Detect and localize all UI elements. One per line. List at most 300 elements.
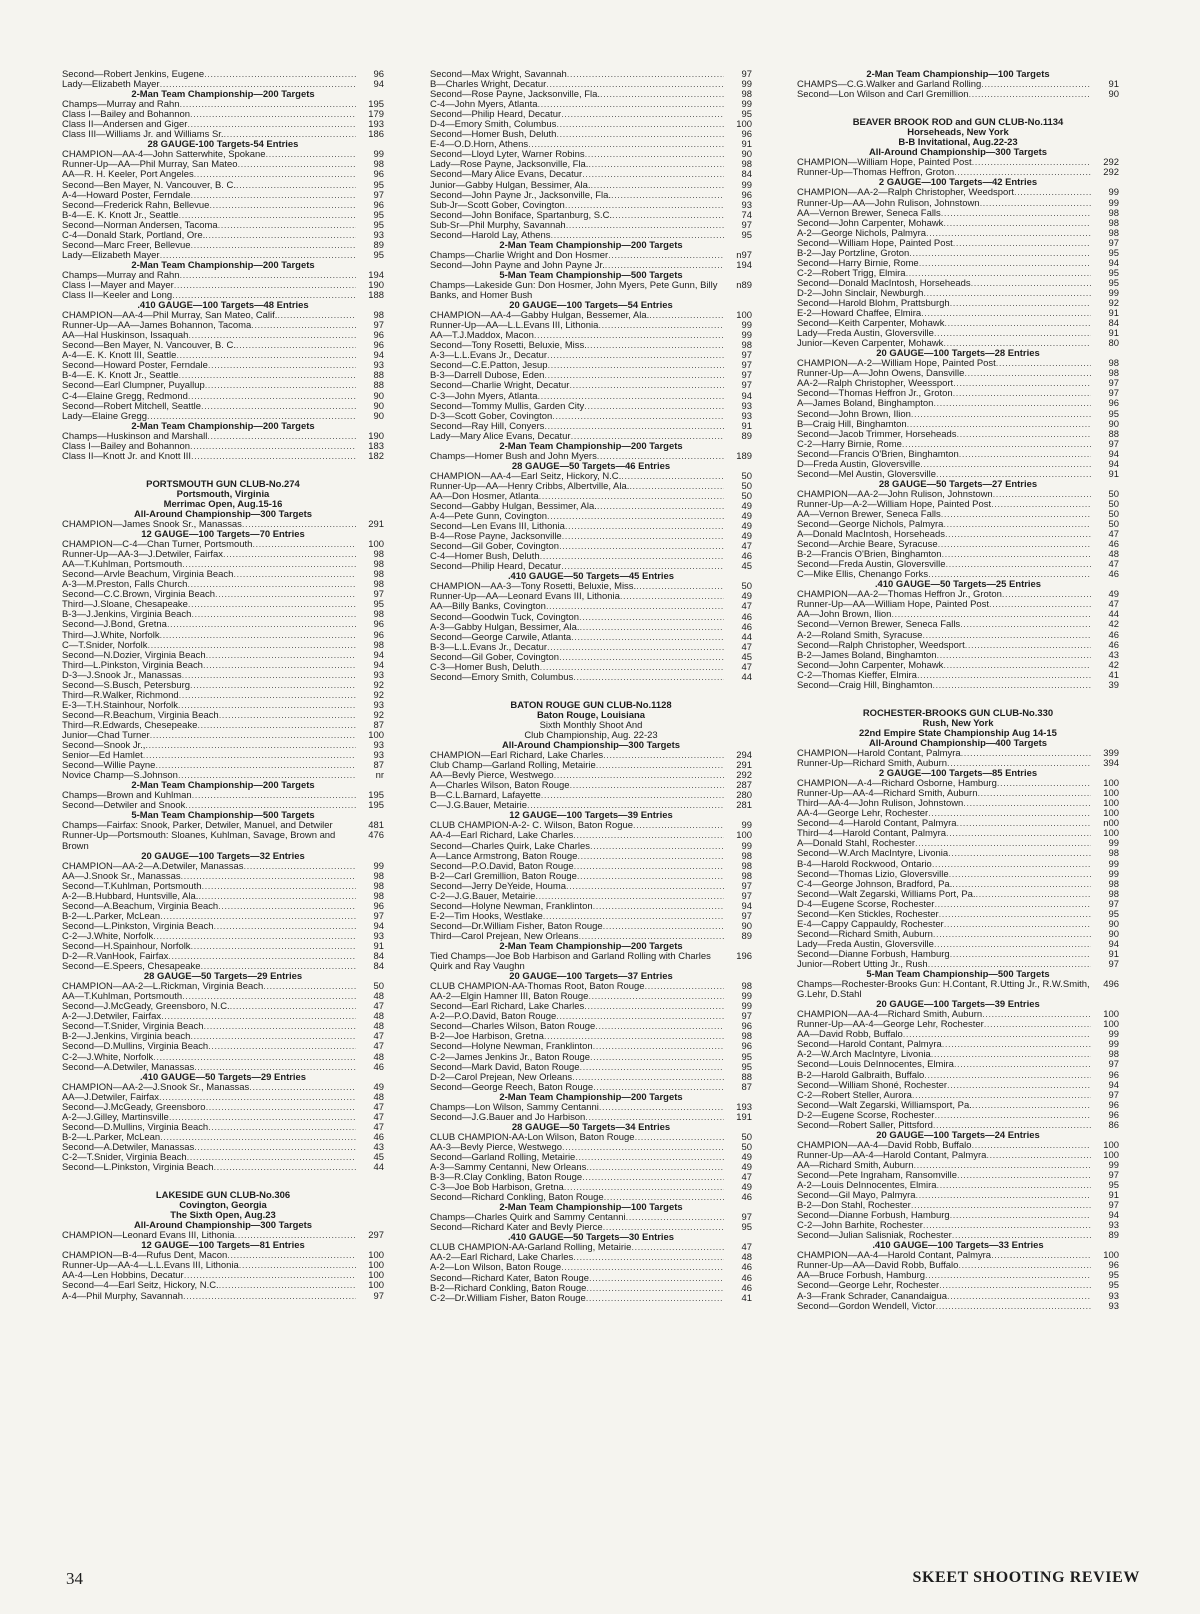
result-entry: A—Donald Stahl, Rochester: [797, 839, 916, 850]
score-value: 98: [373, 311, 384, 322]
result-row: [797, 631, 1119, 641]
dot-leader: [573, 831, 724, 841]
result-row: [797, 299, 1119, 309]
result-entry: Second—Francis O'Brien, Binghamton: [797, 449, 959, 460]
score-value: 97: [741, 70, 752, 80]
score-value: 49: [373, 1082, 384, 1093]
result-entry: B-4—E. K. Knott Jr., Seattle: [62, 210, 179, 221]
score-value: 97: [1108, 389, 1119, 400]
result-row: [62, 110, 384, 120]
score-value: 292: [736, 771, 752, 782]
result-row: [430, 482, 752, 492]
score-value: 292: [1103, 158, 1119, 169]
dot-leader: [540, 663, 724, 673]
result-entry: Second—Charles Quirk, Lake Charles: [430, 841, 590, 852]
dot-leader: [239, 1261, 356, 1271]
result-entry: CLUB CHAMPION-AA-Thomas Root, Baton Rouge: [430, 982, 645, 993]
result-row: [62, 560, 384, 570]
dot-leader: [582, 1173, 724, 1183]
result-row: [62, 731, 384, 741]
dot-leader: [582, 170, 724, 180]
result-entry: Second—P.O.David, Baton Rouge: [430, 861, 574, 872]
score-value: 90: [1108, 419, 1119, 430]
score-value: 96: [741, 1022, 752, 1033]
result-row: [62, 620, 384, 630]
score-value: 91: [741, 421, 752, 432]
dot-leader: [933, 930, 1091, 940]
dot-leader: [585, 150, 724, 160]
dot-leader: [187, 1153, 356, 1163]
event-heading: .410 GAUGE—50 Targets—45 Entries: [507, 571, 675, 583]
score-value: 194: [368, 270, 384, 281]
result-entry: Second—George Nichols, Palmyra: [797, 520, 944, 531]
result-row: [797, 1071, 1119, 1081]
score-value: 91: [1108, 469, 1119, 480]
event-heading: 12 GAUGE—100 Targets—70 Entries: [141, 529, 305, 541]
score-value: 98: [741, 1032, 752, 1043]
dot-leader: [911, 410, 1091, 420]
score-value: 280: [736, 791, 752, 802]
result-entry: E-2—Tim Hooks, Westlake: [430, 911, 543, 922]
score-value: 100: [1103, 1020, 1119, 1031]
score-value: 93: [1108, 1301, 1119, 1312]
dot-leader: [941, 510, 1091, 520]
result-row: [62, 100, 384, 110]
result-entry: Third—AA-4—John Rulison, Johnstown: [797, 799, 964, 810]
result-row: [62, 1261, 384, 1271]
dot-leader: [160, 912, 356, 922]
result-entry: A-2—Lon Wilson, Baton Rouge: [430, 1263, 562, 1274]
result-entry: Sub-Jr—Scott Gober, Covington: [430, 200, 565, 211]
result-entry: CHAMPION—Leonard Evans III, Lithonia: [62, 1231, 235, 1242]
result-entry: A—Donald MacIntosh, Horseheads: [797, 530, 945, 541]
dot-leader: [911, 1201, 1091, 1211]
dot-leader: [180, 271, 357, 281]
score-value: 88: [373, 371, 384, 382]
event-heading: .410 GAUGE—50 Targets—25 Entries: [874, 579, 1042, 591]
result-entry: Runner-Up—AA-4—George Lehr, Rochester: [797, 1020, 984, 1031]
result-row: [797, 600, 1119, 610]
score-value: 44: [741, 672, 752, 683]
result-entry: AA—Billy Banks, Covington: [430, 602, 546, 613]
dot-leader: [178, 211, 356, 221]
result-entry: Second—Gordon Wendell, Victor: [797, 1301, 936, 1312]
score-value: 50: [741, 481, 752, 492]
result-entry: Third—4—Harold Contant, Palmyra: [797, 829, 946, 840]
result-entry: Second—Harold Contant, Palmyra: [797, 1040, 942, 1051]
score-value: 97: [373, 590, 384, 601]
dot-leader: [566, 882, 724, 892]
score-value: 47: [373, 1122, 384, 1133]
score-value: 98: [741, 851, 752, 862]
result-entry: B-3—L.L.Evans Jr., Decatur: [430, 642, 547, 653]
result-row: [797, 1101, 1119, 1111]
score-value: 91: [741, 140, 752, 151]
dot-leader: [1014, 188, 1091, 198]
score-value: 49: [741, 1163, 752, 1174]
result-entry: CHAMPION—AA-4—David Robb, Buffalo: [797, 1140, 972, 1151]
score-value: nr: [375, 771, 384, 782]
result-entry: CLUB CHAMPION-A-2- C. Wilson, Baton Rogue: [430, 821, 633, 832]
score-value: 96: [1108, 1070, 1119, 1081]
result-row: [797, 870, 1119, 880]
score-value: 47: [1108, 600, 1119, 611]
dot-leader: [201, 402, 356, 412]
dot-leader: [153, 1053, 356, 1063]
result-row: [797, 279, 1119, 289]
score-value: 94: [1108, 258, 1119, 269]
score-value: 95: [741, 110, 752, 121]
dot-leader: [213, 1163, 356, 1173]
result-row: [62, 231, 384, 241]
score-value: 50: [741, 1132, 752, 1143]
event-heading: 2-Man Team Championship—200 Targets: [499, 1091, 683, 1103]
score-value: 84: [373, 952, 384, 963]
dot-leader: [906, 269, 1091, 279]
result-entry: A-2—J.Gilley, Martinsville: [62, 1112, 169, 1123]
result-entry: A-2—P.O.David, Baton Rouge: [430, 1012, 557, 1023]
score-value: 92: [373, 690, 384, 701]
result-row: [797, 839, 1119, 849]
result-entry: Runner-Up—Thomas Heffron, Groton: [797, 168, 955, 179]
score-value: 93: [373, 230, 384, 241]
result-entry: Second—Thomas Lizio, Gloversville: [797, 869, 949, 880]
score-value: 96: [373, 70, 384, 80]
result-entry: Second—Freda Austin, Gloversville: [797, 560, 946, 571]
dot-leader: [556, 120, 724, 130]
result-row: [430, 311, 752, 321]
score-value: 94: [373, 921, 384, 932]
dot-leader: [586, 1284, 724, 1294]
score-value: 86: [1108, 1120, 1119, 1131]
dot-leader: [629, 482, 724, 492]
result-row: [62, 711, 384, 721]
score-value: 49: [741, 592, 752, 603]
result-row: [430, 882, 752, 892]
dot-leader: [233, 570, 356, 580]
score-value: 48: [373, 1052, 384, 1063]
result-entry: Second—4—Harold Contant, Palmyra: [797, 819, 957, 830]
result-entry: A-4—Phil Murphy, Savannah: [62, 1291, 183, 1302]
result-entry: Champs—Homer Bush and John Myers: [430, 451, 597, 462]
result-row: [797, 520, 1119, 530]
dot-leader: [584, 402, 724, 412]
dot-leader: [909, 249, 1091, 259]
result-row: [797, 799, 1119, 809]
result-entry: Class II—Keeler and Long: [62, 291, 173, 302]
score-value: 49: [741, 1183, 752, 1194]
score-value: 46: [373, 1132, 384, 1143]
score-value: 100: [368, 1271, 384, 1282]
dot-leader: [180, 100, 357, 110]
result-row: [62, 442, 384, 452]
dot-leader: [573, 673, 724, 683]
result-entry: B-2—Don Stahl, Rochester: [797, 1201, 911, 1212]
dot-leader: [548, 361, 724, 371]
score-value: 99: [741, 331, 752, 342]
score-value: 98: [373, 891, 384, 902]
dot-leader: [569, 381, 724, 391]
score-value: 92: [373, 680, 384, 691]
result-row: [62, 1163, 384, 1173]
club-subheading: Sixth Monthly Shoot And: [539, 719, 643, 731]
result-row: [797, 1271, 1119, 1281]
dot-leader: [238, 160, 356, 170]
dot-leader: [946, 829, 1091, 839]
dot-leader: [596, 761, 724, 771]
dot-leader: [227, 1251, 356, 1261]
result-row: [62, 862, 384, 872]
result-row: [62, 942, 384, 952]
score-value: 99: [1108, 859, 1119, 870]
result-entry: AA—John Brown, Ilion: [797, 610, 892, 621]
result-entry: Tied Champs—Joe Bob Harbison and Garland Rolling with Charles Quirk and Ray Vaughn: [430, 952, 711, 973]
club-subheading: 22nd Empire State Championship Aug 14-15: [859, 727, 1057, 739]
result-row: [430, 922, 752, 932]
dot-leader: [577, 852, 724, 862]
score-value: 46: [741, 552, 752, 563]
result-entry: D-3—Scott Gober, Covington: [430, 411, 553, 422]
result-entry: Runner-Up—A—John Owens, Dansville: [797, 369, 965, 380]
result-entry: B-2—Carl Gremillion, Baton Rouge: [430, 871, 577, 882]
dot-leader: [218, 902, 356, 912]
result-entry: B—Craig Hill, Binghamton: [797, 419, 907, 430]
result-entry: Champs—Lakeside Gun: Don Hosmer, John Myers, Pete Gunn, Billy Banks, and Homer Bush: [430, 280, 718, 302]
dot-leader: [190, 110, 356, 120]
score-value: 94: [1108, 939, 1119, 950]
dot-leader: [953, 239, 1091, 249]
result-row: [797, 910, 1119, 920]
dot-leader: [148, 641, 357, 651]
result-entry: Second—Philip Heard, Decatur: [430, 110, 562, 121]
score-value: 98: [1108, 359, 1119, 370]
score-value: 99: [1108, 198, 1119, 209]
result-entry: C-2—J.White, Norfolk: [62, 931, 154, 942]
score-value: 47: [741, 642, 752, 653]
score-value: 44: [1108, 610, 1119, 621]
result-row: [797, 1302, 1119, 1312]
result-entry: AA—J.Snook Sr., Manassas: [62, 871, 181, 882]
dot-leader: [191, 241, 356, 251]
dot-leader: [251, 321, 356, 331]
result-row: [62, 922, 384, 932]
dot-leader: [944, 319, 1091, 329]
result-entry: Second—H.Spainhour, Norfolk: [62, 941, 191, 952]
score-value: 46: [741, 1273, 752, 1284]
score-value: 95: [373, 210, 384, 221]
score-value: 97: [741, 881, 752, 892]
dot-leader: [891, 610, 1091, 620]
result-entry: CHAMPION—A-4—Richard Osborne, Hamburg: [797, 779, 997, 790]
score-value: 94: [1108, 1211, 1119, 1222]
score-value: 46: [741, 1193, 752, 1204]
result-row: [797, 369, 1119, 379]
event-heading: 20 GAUGE—100 Targets—32 Entries: [141, 850, 305, 862]
result-entry: C-4—George Johnson, Bradford, Pa.: [797, 879, 953, 890]
result-row: [430, 110, 752, 120]
result-entry: CHAMPION—AA-2—Thomas Heffron Jr., Groton: [797, 590, 1002, 601]
dot-leader: [958, 1261, 1091, 1271]
result-entry: Champs—Murray and Rahn: [62, 270, 180, 281]
dot-leader: [937, 1181, 1091, 1191]
result-entry: A—Charles Wilson, Baton Rouge: [430, 781, 570, 792]
score-value: 45: [741, 652, 752, 663]
score-value: 99: [741, 321, 752, 332]
score-value: 95: [1108, 1281, 1119, 1292]
score-value: 99: [741, 821, 752, 832]
result-row: [797, 1060, 1119, 1070]
dot-leader: [603, 922, 724, 932]
result-row: [62, 741, 384, 751]
result-row: [797, 1081, 1119, 1091]
score-value: 98: [741, 160, 752, 171]
result-entry: Runner-Up—AA—Phil Murray, San Mateo: [62, 160, 238, 171]
result-row: [430, 361, 752, 371]
result-row: [62, 721, 384, 731]
event-heading: 28 GAUGE—50 Targets—34 Entries: [511, 1121, 671, 1133]
result-entry: AA-2—Ralph Christopher, Weessport: [797, 379, 954, 390]
result-row: [430, 1153, 752, 1163]
dot-leader: [574, 862, 724, 872]
result-row: [430, 643, 752, 653]
result-entry: C-2—Harry Birnie, Rome: [797, 439, 902, 450]
result-row: [797, 661, 1119, 671]
score-value: 88: [1108, 429, 1119, 440]
result-entry: Junior—Robert Utting Jr., Rush: [797, 959, 928, 970]
result-entry: CHAMPION—AA-3—Tony Rosetti, Beluxie, Miss.: [430, 582, 637, 593]
score-value: 93: [373, 741, 384, 752]
result-entry: D-2—John Sinclair, Newburgh: [797, 288, 924, 299]
score-value: 93: [373, 751, 384, 762]
score-value: 98: [1108, 369, 1119, 380]
result-entry: B-2—J.Jenkins, Virginia beach: [62, 1032, 191, 1043]
result-row: [430, 502, 752, 512]
score-value: 91: [1108, 309, 1119, 320]
score-value: 95: [741, 230, 752, 241]
score-value: 50: [1108, 509, 1119, 520]
result-row: [430, 392, 752, 402]
dot-leader: [565, 201, 724, 211]
score-value: 98: [741, 982, 752, 993]
score-value: 96: [1108, 1261, 1119, 1272]
score-value: 97: [373, 1291, 384, 1302]
result-entry: Second—Dianne Forbush, Hamburg: [797, 949, 950, 960]
dot-leader: [589, 1274, 724, 1284]
score-value: 297: [368, 1231, 384, 1242]
score-value: 46: [741, 622, 752, 633]
score-value: 91: [1108, 949, 1119, 960]
dot-leader: [956, 819, 1091, 829]
score-value: 98: [1108, 218, 1119, 229]
result-entry: B-3—R.Clay Conkling, Baton Rouge: [430, 1173, 583, 1184]
result-entry: Second—John Payne Jr., Jacksonville, Fla.: [430, 190, 611, 201]
result-row: [430, 633, 752, 643]
dot-leader: [957, 1171, 1091, 1181]
score-value: 96: [373, 341, 384, 352]
dot-leader: [205, 381, 356, 391]
score-value: 49: [741, 512, 752, 523]
result-row: [62, 661, 384, 671]
result-entry: Lady—Mary Alice Evans, Decatur: [430, 431, 571, 442]
result-entry: Runner-Up—AA—Leonard Evans III, Lithonia: [430, 592, 620, 603]
result-row: [62, 1133, 384, 1143]
score-value: 281: [736, 801, 752, 812]
result-row: [797, 1181, 1119, 1191]
result-entry: Second—Ben Mayer, N. Vancouver, B. C.: [62, 341, 236, 352]
dot-leader: [971, 279, 1091, 289]
dot-leader: [937, 651, 1091, 661]
score-value: 50: [1108, 489, 1119, 500]
score-value: 100: [1103, 779, 1119, 790]
result-row: [62, 311, 384, 321]
score-value: 97: [741, 371, 752, 382]
result-entry: Runner-Up—AA-3—J.Detwiler, Fairfax: [62, 550, 224, 561]
event-heading: 20 GAUGE—100 Targets—37 Entries: [509, 971, 673, 983]
results-column-left: [62, 70, 384, 1302]
dot-leader: [953, 379, 1091, 389]
dot-leader: [960, 620, 1091, 630]
dot-leader: [573, 1253, 724, 1263]
result-entry: Champs—Brown and Kuhlman: [62, 791, 192, 802]
result-entry: Second—Earl Richard, Lake Charles: [430, 1002, 585, 1013]
score-value: 46: [1108, 630, 1119, 641]
result-row: [430, 181, 752, 191]
result-entry: Second—A.Detwiler, Manassas: [62, 1142, 195, 1153]
result-entry: Club Champ—Garland Rolling, Metairie: [430, 761, 596, 772]
result-row: [430, 1163, 752, 1173]
dot-leader: [932, 860, 1091, 870]
result-entry: Lady—Elizabeth Mayer: [62, 80, 160, 91]
score-value: n89: [736, 280, 752, 291]
dot-leader: [263, 982, 356, 992]
result-row: [430, 412, 752, 422]
result-entry: Second—William Shoné, Rochester: [797, 1080, 948, 1091]
event-heading: 28 GAUGE—50 Targets—29 Entries: [143, 971, 303, 983]
dot-leader: [190, 1032, 356, 1042]
result-entry: Runner-Up—AA-4—L.L.Evans III, Lithonia: [62, 1261, 239, 1272]
score-value: 91: [1108, 1191, 1119, 1202]
score-value: 98: [373, 881, 384, 892]
result-row: [797, 1141, 1119, 1151]
dot-leader: [208, 1123, 356, 1133]
dot-leader: [924, 1071, 1091, 1081]
dot-leader: [636, 582, 724, 592]
result-entry: E-4—O.D.Horn, Athens: [430, 140, 529, 151]
score-value: 90: [741, 921, 752, 932]
result-entry: Second—John Brown, Ilion: [797, 409, 911, 420]
dot-leader: [620, 592, 724, 602]
result-row: [430, 673, 752, 683]
result-row: [62, 992, 384, 1002]
result-entry: CLUB CHAMPION-AA-Lon Wilson, Baton Rouge: [430, 1132, 635, 1143]
dot-leader: [965, 641, 1091, 651]
score-value: 48: [373, 1022, 384, 1033]
result-entry: CHAMPION—C-4—Chan Turner, Portsmouth: [62, 540, 253, 551]
event-heading: .410 GAUGE—50 Targets—30 Entries: [507, 1232, 675, 1244]
score-value: 100: [368, 731, 384, 741]
result-row: [430, 653, 752, 663]
score-value: 98: [373, 560, 384, 571]
result-row: [430, 1143, 752, 1153]
result-entry: Second—Philip Heard, Decatur: [430, 562, 562, 573]
dot-leader: [179, 691, 356, 701]
dot-leader: [556, 130, 724, 140]
result-entry: A-2—J.Detwiler, Fairfax: [62, 1012, 162, 1023]
result-entry: Second—Mary Alice Evans, Decatur: [430, 170, 583, 181]
result-row: [62, 1002, 384, 1012]
dot-leader: [626, 1213, 724, 1223]
dot-leader: [645, 982, 724, 992]
